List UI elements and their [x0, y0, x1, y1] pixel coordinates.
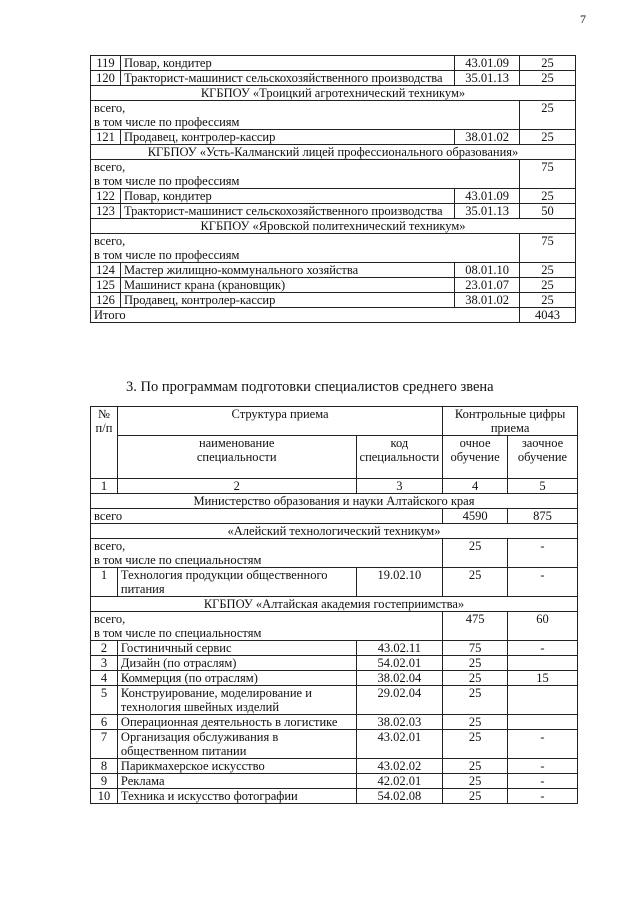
part-time-count: [507, 686, 577, 715]
full-time-count: 25: [443, 730, 508, 759]
table-row: [91, 71, 576, 86]
ministry-name: Министерство образования и науки Алтайского края: [91, 494, 578, 509]
profession-name: Тракторист-машинист сельскохозяйственного производства: [120, 204, 454, 219]
row-number: 124: [91, 263, 121, 278]
table-row: [91, 189, 576, 204]
institution-total-label: всего, в том числе по специальностям: [91, 539, 443, 568]
institution-name: «Алейский технологический техникум»: [91, 524, 578, 539]
institution-row: [91, 524, 578, 539]
institution-total-row: [91, 539, 578, 568]
full-time-count: 25: [443, 715, 508, 730]
specialty-code: 43.02.02: [356, 759, 443, 774]
institution-total: 75: [520, 160, 576, 189]
specialty-name: Техника и искусство фотографии: [117, 789, 356, 804]
row-number: 123: [91, 204, 121, 219]
row-number: 3: [91, 656, 118, 671]
admission-count: 25: [520, 130, 576, 145]
institution-total-row: [91, 234, 576, 263]
specialties-table: [90, 406, 578, 804]
professions-table: [90, 55, 576, 323]
header-row: [91, 436, 578, 479]
column-number: 4: [443, 479, 508, 494]
profession-code: 38.01.02: [455, 130, 520, 145]
institution-total-label: всего, в том числе по профессиям: [91, 101, 520, 130]
row-number: 121: [91, 130, 121, 145]
table-row: [91, 56, 576, 71]
ministry-part-time: 875: [507, 509, 577, 524]
full-time-count: 25: [443, 774, 508, 789]
specialty-name: Дизайн (по отраслям): [117, 656, 356, 671]
table-row: [91, 686, 578, 715]
institution-part-time: 60: [507, 612, 577, 641]
header-specialty-name: наименование специальности: [117, 436, 356, 479]
table-row: [91, 568, 578, 597]
specialty-name: Реклама: [117, 774, 356, 789]
part-time-count: -: [507, 730, 577, 759]
admission-count: 25: [520, 278, 576, 293]
specialty-name: Коммерция (по отраслям): [117, 671, 356, 686]
specialty-code: 43.02.11: [356, 641, 443, 656]
institution-row: [91, 86, 576, 101]
admission-count: 25: [520, 56, 576, 71]
row-number: 119: [91, 56, 121, 71]
profession-code: 38.01.02: [455, 293, 520, 308]
header-row: [91, 407, 578, 436]
profession-name: Продавец, контролер-кассир: [120, 130, 454, 145]
table2-body: [91, 407, 578, 804]
specialty-name: Организация обслуживания в общественном питании: [117, 730, 356, 759]
admission-count: 25: [520, 71, 576, 86]
institution-total-label: всего, в том числе по профессиям: [91, 234, 520, 263]
admission-count: 25: [520, 293, 576, 308]
institution-name: КГБПОУ «Усть-Калманский лицей профессионального образования»: [91, 145, 576, 160]
institution-total-row: [91, 101, 576, 130]
part-time-count: 15: [507, 671, 577, 686]
table-row: [91, 641, 578, 656]
row-number: 9: [91, 774, 118, 789]
institution-name: КГБПОУ «Яровской политехнический техникум»: [91, 219, 576, 234]
institution-total-row: [91, 612, 578, 641]
profession-code: 35.01.13: [455, 71, 520, 86]
institution-name: КГБПОУ «Троицкий агротехнический техникум»: [91, 86, 576, 101]
ministry-row: [91, 494, 578, 509]
institution-row: [91, 145, 576, 160]
full-time-count: 25: [443, 671, 508, 686]
row-number: 5: [91, 686, 118, 715]
admission-count: 25: [520, 263, 576, 278]
grand-total-label: Итого: [91, 308, 520, 323]
institution-full-time: 25: [443, 539, 508, 568]
specialty-name: Гостиничный сервис: [117, 641, 356, 656]
institution-row: [91, 597, 578, 612]
full-time-count: 25: [443, 789, 508, 804]
specialty-code: 29.02.04: [356, 686, 443, 715]
table-row: [91, 130, 576, 145]
table-row: [91, 656, 578, 671]
profession-name: Продавец, контролер-кассир: [120, 293, 454, 308]
specialty-code: 54.02.01: [356, 656, 443, 671]
row-number: 6: [91, 715, 118, 730]
institution-total-label: всего, в том числе по специальностям: [91, 612, 443, 641]
row-number: 4: [91, 671, 118, 686]
table1-body: [91, 56, 576, 323]
part-time-count: [507, 715, 577, 730]
header-number: № п/п: [91, 407, 118, 479]
profession-code: 23.01.07: [455, 278, 520, 293]
profession-name: Повар, кондитер: [120, 56, 454, 71]
specialty-name: Операционная деятельность в логистике: [117, 715, 356, 730]
profession-code: 43.01.09: [455, 189, 520, 204]
row-number: 122: [91, 189, 121, 204]
column-number: 3: [356, 479, 443, 494]
full-time-count: 25: [443, 686, 508, 715]
table-row: [91, 204, 576, 219]
specialty-name: Конструирование, моделирование и технология швейных изделий: [117, 686, 356, 715]
ministry-full-time: 4590: [443, 509, 508, 524]
profession-name: Машинист крана (крановщик): [120, 278, 454, 293]
full-time-count: 25: [443, 568, 508, 597]
header-full-time: очное обучение: [443, 436, 508, 479]
table-row: [91, 789, 578, 804]
institution-part-time: -: [507, 539, 577, 568]
section-title: 3. По программам подготовки специалистов среднего звена: [126, 379, 494, 395]
specialty-code: 38.02.04: [356, 671, 443, 686]
table-row: [91, 759, 578, 774]
profession-name: Тракторист-машинист сельскохозяйственного производства: [120, 71, 454, 86]
part-time-count: -: [507, 789, 577, 804]
institution-total: 25: [520, 101, 576, 130]
row-number: 125: [91, 278, 121, 293]
header-structure: Структура приема: [117, 407, 442, 436]
table-row: [91, 293, 576, 308]
row-number: 8: [91, 759, 118, 774]
specialty-code: 38.02.03: [356, 715, 443, 730]
profession-code: 08.01.10: [455, 263, 520, 278]
institution-total-label: всего, в том числе по профессиям: [91, 160, 520, 189]
part-time-count: -: [507, 568, 577, 597]
institution-total-row: [91, 160, 576, 189]
header-specialty-code: код специальности: [356, 436, 443, 479]
profession-name: Мастер жилищно-коммунального хозяйства: [120, 263, 454, 278]
institution-total: 75: [520, 234, 576, 263]
ministry-total-row: [91, 509, 578, 524]
column-number: 2: [117, 479, 356, 494]
header-part-time: заочное обучение: [507, 436, 577, 479]
profession-code: 43.01.09: [455, 56, 520, 71]
institution-full-time: 475: [443, 612, 508, 641]
grand-total: 4043: [520, 308, 576, 323]
column-number-row: [91, 479, 578, 494]
specialty-code: 19.02.10: [356, 568, 443, 597]
admission-count: 50: [520, 204, 576, 219]
table-row: [91, 263, 576, 278]
profession-name: Повар, кондитер: [120, 189, 454, 204]
specialty-code: 54.02.08: [356, 789, 443, 804]
profession-code: 35.01.13: [455, 204, 520, 219]
admission-count: 25: [520, 189, 576, 204]
institution-row: [91, 219, 576, 234]
table-row: [91, 278, 576, 293]
part-time-count: [507, 656, 577, 671]
table-row: [91, 715, 578, 730]
row-number: 2: [91, 641, 118, 656]
part-time-count: -: [507, 774, 577, 789]
full-time-count: 25: [443, 759, 508, 774]
specialty-name: Технология продукции общественного питания: [117, 568, 356, 597]
row-number: 7: [91, 730, 118, 759]
full-time-count: 25: [443, 656, 508, 671]
institution-name: КГБПОУ «Алтайская академия гостеприимства»: [91, 597, 578, 612]
part-time-count: -: [507, 641, 577, 656]
page-number: 7: [580, 12, 586, 26]
column-number: 5: [507, 479, 577, 494]
column-number: 1: [91, 479, 118, 494]
header-control-figures: Контрольные цифры приема: [443, 407, 578, 436]
table-row: [91, 671, 578, 686]
full-time-count: 75: [443, 641, 508, 656]
ministry-total-label: всего: [91, 509, 443, 524]
table-row: [91, 774, 578, 789]
row-number: 126: [91, 293, 121, 308]
row-number: 120: [91, 71, 121, 86]
grand-total-row: [91, 308, 576, 323]
table-row: [91, 730, 578, 759]
row-number: 1: [91, 568, 118, 597]
part-time-count: -: [507, 759, 577, 774]
specialty-code: 42.02.01: [356, 774, 443, 789]
specialty-code: 43.02.01: [356, 730, 443, 759]
row-number: 10: [91, 789, 118, 804]
specialty-name: Парикмахерское искусство: [117, 759, 356, 774]
